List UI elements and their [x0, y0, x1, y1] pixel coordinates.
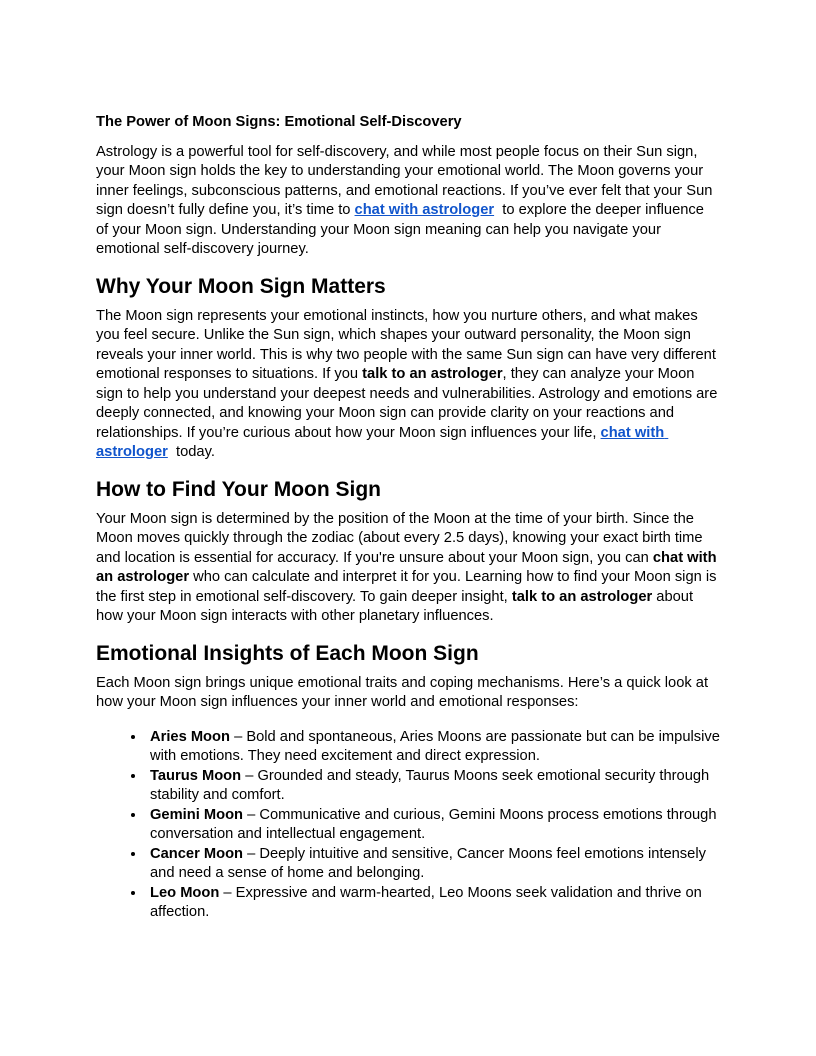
text-run: – Expressive and warm-hearted, Leo Moons seek validation and thrive on affection. [150, 884, 706, 920]
bold-text-run: The Power of Moon Signs: Emotional Self-Discovery [96, 114, 462, 130]
text-run: Astrology is a powerful tool for self-discovery, and while most people focus on their Sun sign, your Moon sign holds the key to understanding your emotional world. The Moon governs your inner feelings, subconscious patterns, and emotional reactions. If you’ve ever felt that your Sun sign doesn’t fully define you, it’s time to [96, 143, 717, 218]
list-item [146, 728, 724, 767]
paragraph [96, 674, 720, 713]
bold-text-run: Aries Moon [150, 728, 230, 745]
list-item [146, 884, 720, 923]
text-run: Each Moon sign brings unique emotional traits and coping mechanisms. Here’s a quick look at how your Moon sign influences your inner world and emotional responses: [96, 674, 713, 710]
text-run: today. [167, 444, 215, 460]
text-run: – Bold and spontaneous, Aries Moons are passionate but can be impulsive with emotions. They need excitement and direct expression. [150, 728, 724, 764]
bold-text-run: chat with an astrologer [96, 549, 721, 585]
section-heading: Why Your Moon Sign Matters [96, 274, 386, 298]
paragraph [96, 143, 720, 260]
text-run: , they can analyze your Moon sign to help you understand your deepest needs and vulnerabilities. Astrology and emotions are deeply connected, and knowing your Moon sign can provide clarity on your reactions and relationships. If you’re curious about how your Moon sign influences your life, [96, 366, 722, 441]
chat-with-astrologer-link[interactable]: chat with astrologer [96, 424, 669, 460]
bold-text-run: talk to an astrologer [362, 366, 503, 382]
text-run: The Moon sign represents your emotional instincts, how you nurture others, and what makes you feel secure. Unlike the Sun sign, which shapes your outward personality, the Moon sign reveals your inner world. This is why two people with the same Sun sign can have very different emotional responses to situations. If you [96, 307, 721, 382]
text-run: Your Moon sign is determined by the position of the Moon at the time of your birth. Since the Moon moves quickly through the zodiac (about every 2.5 days), knowing your exact birth time and location is essential for accuracy. If you're unsure about your Moon sign, you can [96, 510, 707, 566]
document-content [96, 113, 724, 923]
document-title [96, 113, 720, 133]
text-run: about how your Moon sign interacts with other planetary influences. [96, 588, 698, 624]
section-heading: Emotional Insights of Each Moon Sign [96, 641, 479, 665]
bold-text-run: Gemini Moon [150, 806, 244, 823]
bold-text-run: Leo Moon [150, 884, 220, 901]
bold-text-run: Cancer Moon [150, 845, 244, 862]
bold-text-run: talk to an astrologer [511, 588, 653, 605]
text-run: – Deeply intuitive and sensitive, Cancer Moons feel emotions intensely and need a sense of home and belonging. [150, 845, 711, 881]
text-run: to explore the deeper influence of your Moon sign. Understanding your Moon sign meaning can help you navigate your emotional self-discovery journey. [96, 202, 709, 257]
list-item [146, 806, 720, 845]
paragraph [96, 307, 720, 463]
bold-text-run: Taurus Moon [150, 767, 242, 784]
text-run: – Communicative and curious, Gemini Moons process emotions through conversation and intellectual engagement. [150, 806, 721, 842]
section-heading: How to Find Your Moon Sign [96, 477, 382, 501]
chat-with-astrologer-link[interactable]: chat with astrologer [354, 202, 495, 218]
text-run: – Grounded and steady, Taurus Moons seek emotional security through stability and comfort. [150, 767, 714, 803]
moon-sign-list [96, 728, 724, 923]
text-run: who can calculate and interpret it for you. Learning how to find your Moon sign is the first step in emotional self-discovery. To gain deeper insight, [96, 569, 721, 605]
paragraph [96, 510, 720, 627]
list-item [146, 845, 720, 884]
list-item [146, 767, 720, 806]
